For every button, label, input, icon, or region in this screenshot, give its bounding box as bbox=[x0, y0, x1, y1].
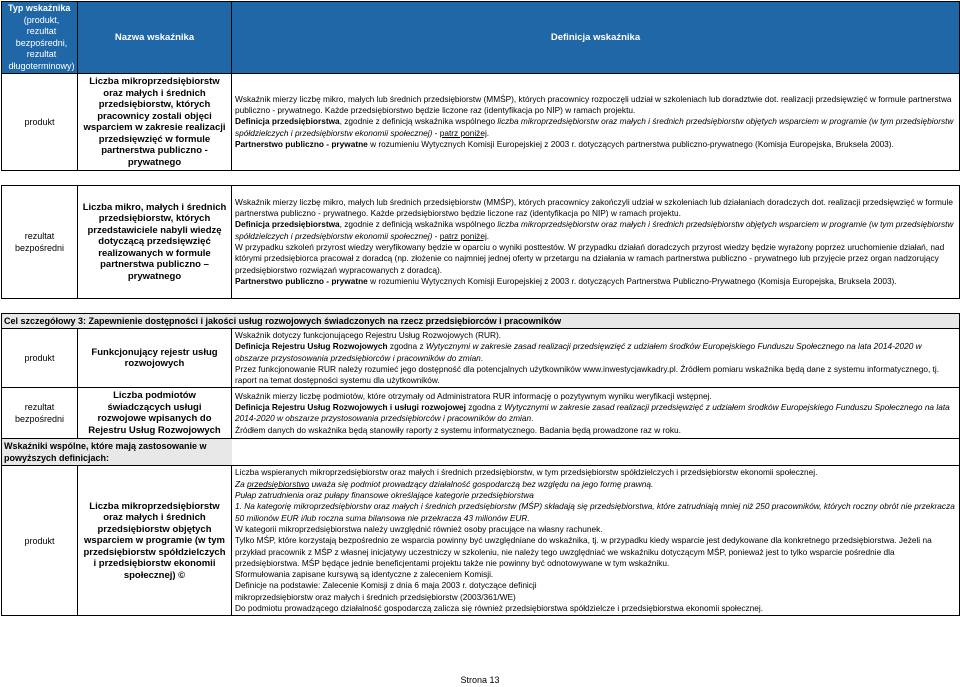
indicator-type: rezultat bezpośredni bbox=[2, 186, 78, 299]
definition-text: , zgodnie z definicją wskaźnika wspólnego bbox=[339, 219, 498, 230]
definition-term: Partnerstwo publiczno - prywatne bbox=[235, 275, 368, 286]
definition-term: Definicja przedsiębiorstwa bbox=[235, 116, 340, 127]
indicator-name: Liczba mikroprzedsiębiorstw oraz małych i średnich przedsiębiorstw, których pracownicy zostali objęci wsparciem w zakresie realizacji przedsięwzięć w formule partnerstwa publiczno - prywatnego bbox=[78, 74, 232, 171]
definition-paragraph: Do podmiotu prowadzącego działalność gospodarczą zalicza się również przedsiębiorstwa spółdzielcze i przedsiębiorstwa ekonomii społecznej. bbox=[235, 603, 764, 614]
definition-text: , zgodnie z definicją wskaźnika wspólnego bbox=[339, 116, 498, 127]
indicator-name: Liczba mikro, małych i średnich przedsiębiorstw, których przedstawiciele nabyli wiedzę dotyczącą przedsięwzięć realizowanych w formule partnerstwa publiczno – prywatnego bbox=[78, 186, 232, 299]
indicator-definition bbox=[232, 388, 960, 439]
definition-paragraph: Wskaźnik mierzy liczbę mikro, małych lub średnich przedsiębiorstw (MMŚP), których pracownicy zakończyli udział w szkoleniach lub działaniach doradczych dot. realizacji przedsięwzięć w formule partnerstwa publiczno - prywatnego. Każde przedsiębiorstwo będzie liczone raz (identyfikacja po NIP) w ramach projektu. bbox=[235, 196, 953, 219]
indicator-definition bbox=[232, 186, 960, 299]
definition-paragraph: Definicje na podstawie: Zalecenie Komisji z dnia 6 maja 2003 r. dotyczące definicji bbox=[235, 580, 537, 591]
definition-paragraph: Źródłem danych do wskaźnika będą stanowiły raporty z systemu informatycznego. Badania będą prowadzone raz w roku. bbox=[235, 424, 681, 435]
definition-text: - bbox=[432, 230, 440, 241]
definition-paragraph bbox=[235, 116, 956, 139]
definition-paragraph: mikroprzedsiębiorstw oraz małych i średnich przedsiębiorstw (2003/361/WE) bbox=[235, 591, 516, 602]
indicator-type: produkt bbox=[2, 466, 78, 616]
header-type bbox=[2, 2, 78, 74]
definition-paragraph: Wskaźnik dotyczy funkcjonującego Rejestru Usług Rozwojowych (RUR). bbox=[235, 330, 502, 340]
section-empty-cell bbox=[232, 439, 960, 466]
definition-paragraph: Przez funkcjonowanie RUR należy rozumieć jego dostępność dla potencjalnych użytkowników www.inwestycjawkadry.pl. Źródłem pomiaru wskaźnika będą dane z systemu informatycznego, tj. raport na temat dostępności systemu dla użytkowników. bbox=[235, 363, 940, 386]
definition-text: w rozumieniu Wytycznych Komisji Europejskiej z 2003 r. dotyczących partnerstwa publiczno-prywatnego (Komisja Europejska, Bruksela 2003). bbox=[367, 138, 894, 149]
definition-italic: Wytycznymi w zakresie zasad realizacji przedsięwzięć z udziałem środków Europejskiego Funduszu Społecznego na lata 2014-2020 w obszarze przystosowania przedsiębiorców i pracowników do zmian bbox=[235, 341, 922, 363]
row-gap bbox=[2, 171, 960, 186]
definition-text: zgodna z bbox=[387, 341, 426, 352]
indicator-type: produkt bbox=[2, 74, 78, 171]
definition-italic: liczba mikroprzedsiębiorstw oraz małych i średnich przedsiębiorstw objętych wsparciem w programie (w tym przedsiębiorstw spółdzielczych i przedsiębiorstw ekonomii społecznej) bbox=[235, 116, 954, 138]
definition-term: Definicja przedsiębiorstwa bbox=[235, 219, 340, 230]
see-below-link[interactable]: patrz poniżej bbox=[439, 230, 487, 241]
common-section-title: Wskaźniki wspólne, które mają zastosowanie w powyższych definicjach: bbox=[2, 439, 232, 466]
definition-term: Definicja Rejestru Usług Rozwojowych bbox=[235, 341, 388, 352]
definition-paragraph bbox=[235, 501, 956, 524]
indicator-name: Funkcjonujący rejestr usług rozwojowych bbox=[78, 329, 232, 388]
definition-text: . bbox=[531, 413, 534, 424]
definition-paragraph: Liczba wspieranych mikroprzedsiębiorstw oraz małych i średnich przedsiębiorstw, w tym przedsiębiorstw spółdzielczych i przedsiębiorstw ekonomii społecznej. bbox=[235, 467, 818, 478]
definition-term: Partnerstwo publiczno - prywatne bbox=[235, 138, 368, 149]
definition-paragraph: W przypadku szkoleń przyrost wiedzy weryfikowany będzie w oparciu o wyniki posttestów. W przypadku działań doradczych przyrost wiedzy będzie wyrażony poprzez uruchomienie działań, nad którymi przedsiębiorca pracował z doradcą (np. złożenie co najmniej jednej oferty w przetargu na działania w ramach partnerstwa publiczno - prywatnego lub przyjęcie przez organ nadzorujący przedsiębiorstwo rozwiązań wypracowanych z doradcą). bbox=[235, 242, 945, 275]
page-number: Strona 13 bbox=[460, 675, 500, 685]
table-header bbox=[2, 2, 960, 74]
indicator-name: Liczba mikroprzedsiębiorstw oraz małych i średnich przedsiębiorstw objętych wsparciem w programie (w tym przedsiębiorstw spółdzielczych i przedsiębiorstw ekonomii społecznej) © bbox=[78, 466, 232, 616]
indicator-definition bbox=[232, 329, 960, 388]
table-row bbox=[2, 186, 960, 299]
table-row bbox=[2, 74, 960, 171]
indicator-definition bbox=[232, 466, 960, 616]
definition-italic: uważa się podmiot prowadzący działalność gospodarczą bez względu na jego formę prawną. bbox=[309, 478, 654, 489]
indicator-table bbox=[1, 1, 960, 616]
definition-paragraph bbox=[235, 219, 956, 242]
definition-text: . bbox=[480, 352, 484, 363]
row-gap bbox=[2, 299, 960, 314]
definition-italic: Wytycznymi w zakresie zasad realizacji przedsięwzięć z udziałem środków Europejskiego Funduszu Społecznego na lata 2014-2020 w obszarze przystosowania przedsiębiorców i pracowników do zmian bbox=[235, 402, 950, 424]
indicator-type: rezultat bezpośredni bbox=[2, 388, 78, 439]
definition-term: Definicja Rejestru Usług Rozwojowych i usługi rozwojowej bbox=[235, 402, 466, 413]
section-title: Cel szczegółowy 3: Zapewnienie dostępności i jakości usług rozwojowych świadczonych na rzecz przedsiębiorców i pracowników bbox=[2, 314, 960, 329]
indicator-definition bbox=[232, 74, 960, 171]
header-type-title: Typ wskaźnika bbox=[8, 3, 71, 13]
indicator-name: Liczba podmiotów świadczących usługi rozwojowe wpisanych do Rejestru Usług Rozwojowych bbox=[78, 388, 232, 439]
definition-paragraph bbox=[235, 402, 956, 425]
definition-paragraph: Wskaźnik mierzy liczbę mikro, małych lub średnich przedsiębiorstw (MMŚP), których pracownicy rozpoczęli udział w szkoleniach lub doradztwie dot. realizacji przedsięwzięć w formule partnerstwa publiczno - prywatnego. Każde przedsiębiorstwo będzie liczone raz (identyfikacja po NIP) w ramach projektu. bbox=[235, 93, 952, 116]
definition-paragraph bbox=[235, 479, 956, 490]
see-below-link[interactable]: patrz poniżej bbox=[439, 127, 487, 138]
definition-text: w rozumieniu Wytycznych Komisji Europejskiej z 2003 r. dotyczących Partnerstwa Publiczno-Prywatnego (Komisja Europejska, Bruksela 2003). bbox=[367, 275, 897, 286]
table-row bbox=[2, 388, 960, 439]
definition-paragraph bbox=[235, 139, 956, 150]
section-heading-row bbox=[2, 439, 960, 466]
definition-paragraph: Tylko MŚP, które korzystają bezpośrednio ze wsparcia powinny być uwzględniane do wskaźnika, tj. w przypadku kiedy wsparcie jest dedykowane dla konkretnego przedsiębiorstwa. Jeżeli na przykład pracownik z MŚP z własnej inicjatywy uczestniczy w szkoleniu, nie należy tego uwzględniać we wskaźniku dotyczącym MŚP, ponieważ jest to tylko wsparcie pośrednie dla przedsiębiorstwa. MŚP będące jednie beneficjentami projektu także nie powinny być odnotowywane w tym wskaźniku. bbox=[235, 535, 932, 568]
definition-text: . bbox=[486, 230, 490, 241]
definition-italic: Pułap zatrudnienia oraz pułapy finansowe określające kategorie przedsiębiorstwa bbox=[235, 490, 534, 501]
definition-paragraph bbox=[235, 276, 956, 287]
definition-italic: liczba mikroprzedsiębiorstw oraz małych i średnich przedsiębiorstw objętych wsparciem w programie (w tym przedsiębiorstw spółdzielczych i przedsiębiorstw ekonomii społecznej) bbox=[235, 219, 954, 241]
definition-text: . bbox=[486, 127, 490, 138]
definition-underlined-term: przedsiębiorstwo bbox=[247, 478, 310, 489]
definition-paragraph: W kategorii mikroprzedsiębiorstwa należy uwzględnić również osoby pracujące na własny rachunek. bbox=[235, 523, 603, 534]
definition-paragraph bbox=[235, 490, 956, 501]
document-page bbox=[1, 1, 959, 616]
definition-text: - bbox=[432, 127, 440, 138]
indicator-type: produkt bbox=[2, 329, 78, 388]
table-row bbox=[2, 329, 960, 388]
definition-paragraph bbox=[235, 341, 956, 364]
definition-paragraph: Wskaźnik mierzy liczbę podmiotów, które otrzymały od Administratora RUR informację o pozytywnym wyniku weryfikacji wstępnej. bbox=[235, 390, 712, 401]
header-definition: Definicja wskaźnika bbox=[232, 2, 960, 74]
definition-paragraph: Sformułowania zapisane kursywą są identyczne z zaleceniem Komisji. bbox=[235, 569, 494, 580]
definition-italic: Za bbox=[235, 478, 247, 489]
definition-italic: 1. Na kategorię mikroprzedsiębiorstw oraz małych i średnich przedsiębiorstw (MŚP) składają się przedsiębiorstwa, które zatrudniają mniej niż 250 pracowników, których roczny obrót nie przekracza 50 milionów EUR i/lub roczna suma bilansowa nie przekracza 43 milionów EUR. bbox=[235, 501, 955, 523]
table-row bbox=[2, 466, 960, 616]
definition-text: zgodna z bbox=[465, 402, 505, 413]
header-name: Nazwa wskaźnika bbox=[78, 2, 232, 74]
header-type-sub: (produkt, rezultat bezpośredni, rezultat długoterminowy) bbox=[8, 14, 75, 71]
section-heading-row bbox=[2, 314, 960, 329]
